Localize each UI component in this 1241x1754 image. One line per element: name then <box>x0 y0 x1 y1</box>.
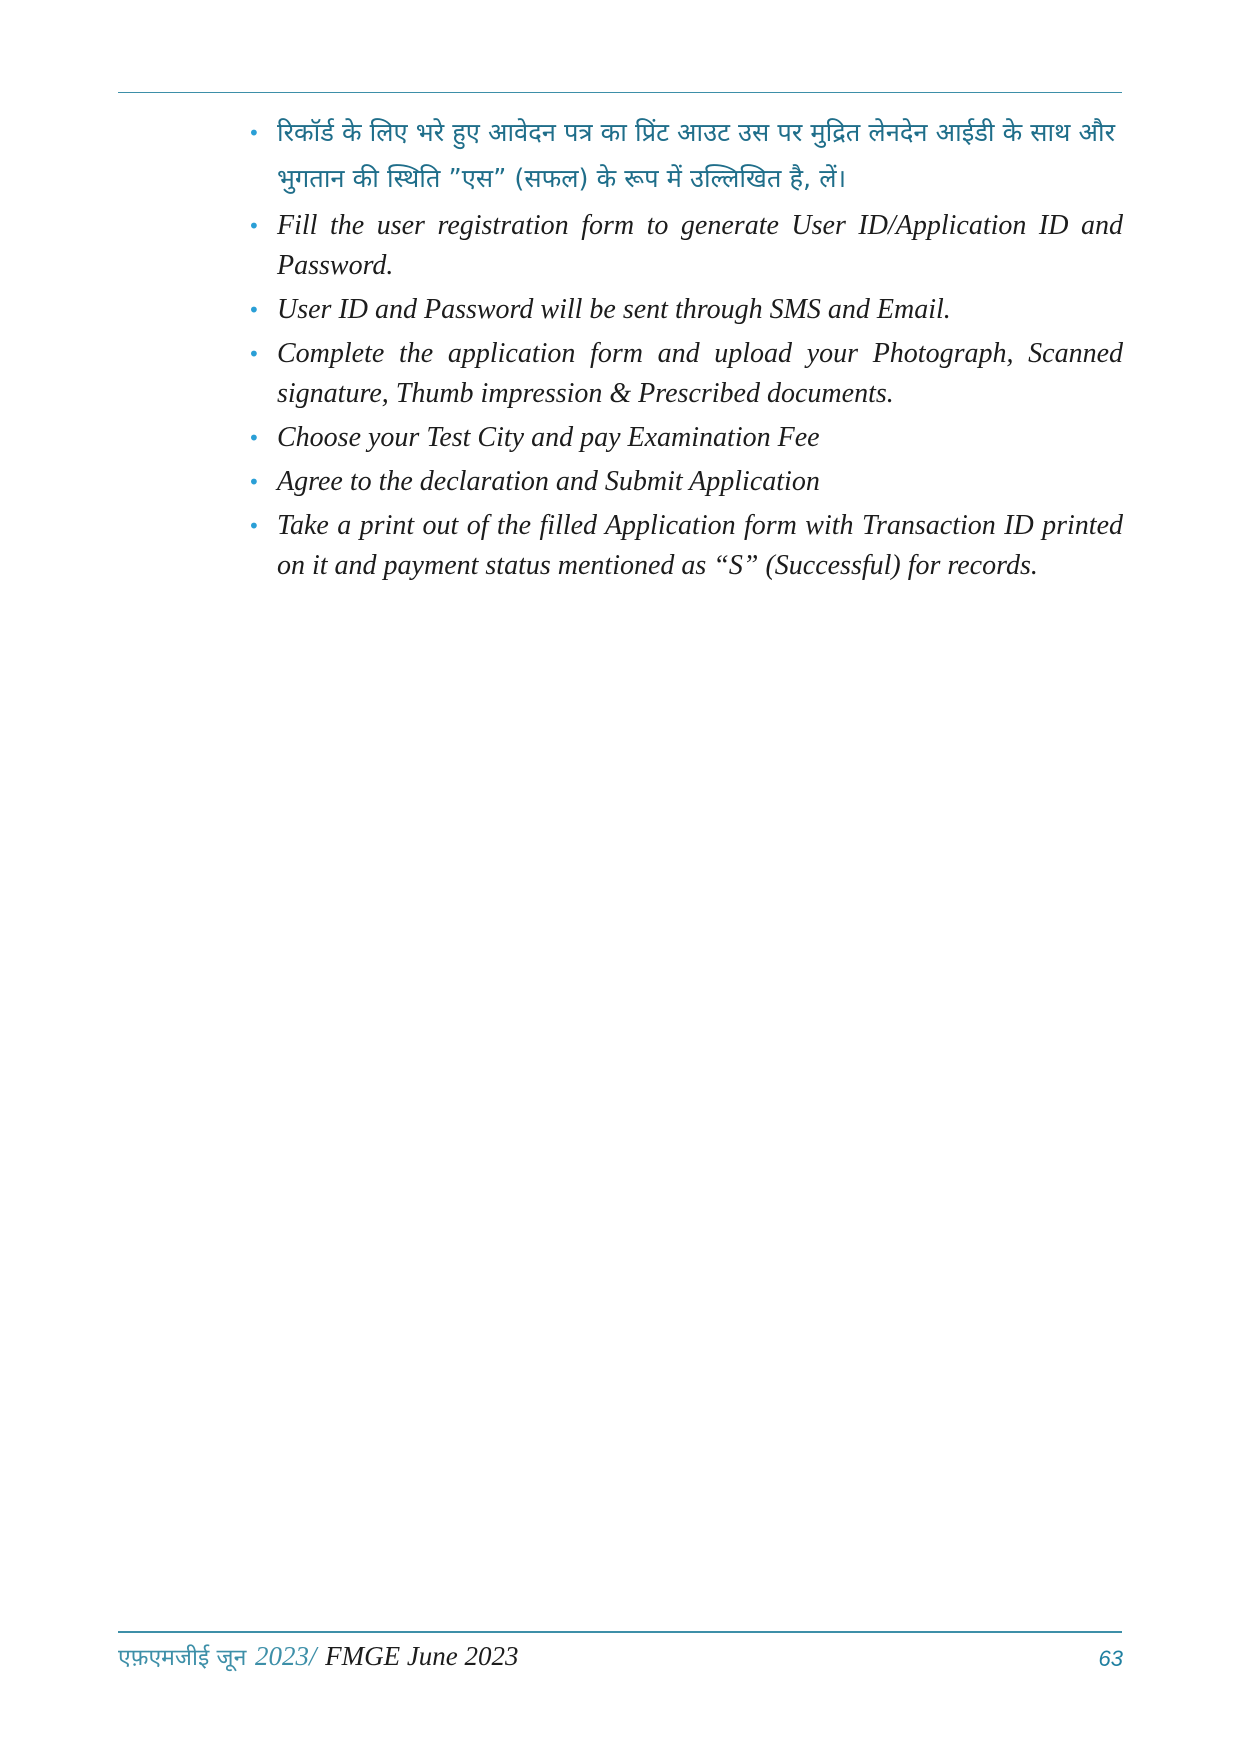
list-item-text: Complete the application form and upload your Photograph, Scanned signature, Thumb impression & Prescribed documents. <box>277 338 1123 409</box>
list-item-text: Agree to the declaration and Submit Application <box>277 466 820 497</box>
list-item <box>245 206 1123 286</box>
list-item-text: User ID and Password will be sent through SMS and Email. <box>277 294 951 325</box>
list-item <box>245 506 1123 586</box>
list-item-text: रिकॉर्ड के लिए भरे हुए आवेदन पत्र का प्रिंट आउट उस पर मुद्रित लेनदेन आईडी के साथ और भुगतान की स्थिति ”एस” (सफल) के रूप में उल्लिखित है, लें। <box>277 118 1116 194</box>
instruction-list <box>245 110 1123 586</box>
bullet-icon: • <box>248 514 260 538</box>
bullet-icon: • <box>248 214 260 238</box>
bullet-icon: • <box>248 121 260 145</box>
list-item-text: Take a print out of the filled Application form with Transaction ID printed on it and payment status mentioned as “S” (Successful) for records. <box>277 510 1123 581</box>
list-item-text: Fill the user registration form to generate User ID/Application ID and Password. <box>277 210 1123 281</box>
list-item <box>245 334 1123 414</box>
bullet-icon: • <box>248 470 260 494</box>
footer-english-title: FMGE June 2023 <box>325 1641 519 1671</box>
list-item <box>245 290 1123 330</box>
footer-hindi-title: एफ़एमजीई जून <box>118 1645 247 1671</box>
instruction-list-container <box>245 110 1123 590</box>
list-item <box>245 418 1123 458</box>
bullet-icon: • <box>248 426 260 450</box>
bullet-icon: • <box>248 298 260 322</box>
footer-year: 2023/ <box>254 1641 317 1671</box>
list-item <box>245 110 1123 202</box>
page-number: 63 <box>1098 1646 1123 1671</box>
bullet-icon: • <box>248 342 260 366</box>
top-rule <box>118 92 1122 93</box>
list-item <box>245 462 1123 502</box>
list-item-text: Choose your Test City and pay Examination Fee <box>277 422 820 453</box>
footer-title <box>118 1636 519 1678</box>
footer-rule <box>118 1631 1122 1633</box>
